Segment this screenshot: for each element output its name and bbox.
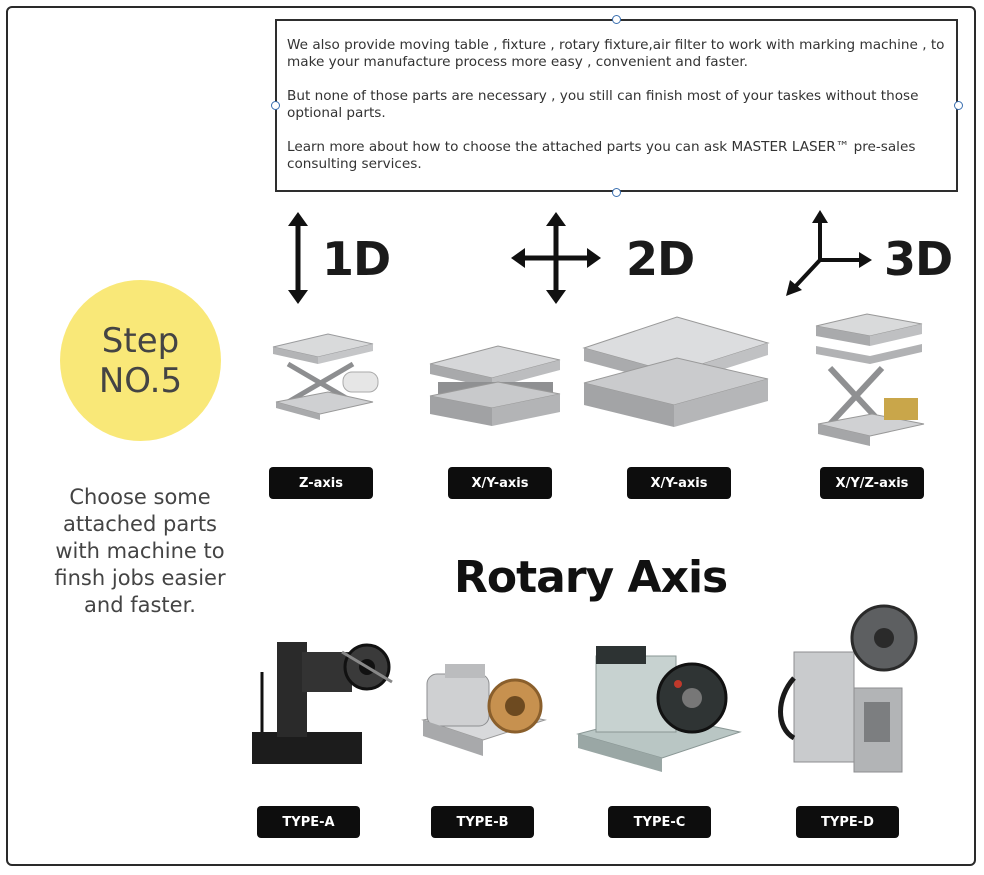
resize-handle-right[interactable]	[954, 101, 963, 110]
dimension-3d: 3D	[884, 232, 953, 286]
xyz-axis-table-image	[812, 312, 927, 450]
dimension-2d: 2D	[626, 232, 695, 286]
rotary-type-b-image	[415, 660, 550, 768]
info-paragraph-1: We also provide moving table , fixture , rotary fixture,air filter to work with marking machine , to make your manufacture process more easy , convenient and faster.	[287, 37, 945, 70]
resize-handle-bottom[interactable]	[612, 188, 621, 197]
resize-handle-left[interactable]	[271, 101, 280, 110]
axis-label-z: Z-axis	[269, 467, 373, 499]
rotary-label-type-b: TYPE-B	[431, 806, 534, 838]
xy-axis-table-large-image	[582, 313, 770, 431]
xy-axis-table-small-image	[428, 342, 563, 432]
axis-label-xy-small: X/Y-axis	[448, 467, 552, 499]
dimension-1d: 1D	[322, 232, 391, 286]
axis-label-xyz: X/Y/Z-axis	[820, 467, 924, 499]
side-description: Choose some attached parts with machine to finsh jobs easier and faster.	[54, 485, 226, 617]
axis-label-xy-large: X/Y-axis	[627, 467, 731, 499]
three-axis-arrow-icon	[784, 210, 874, 298]
step-circle	[60, 280, 221, 441]
rotary-label-type-a: TYPE-A	[257, 806, 360, 838]
rotary-type-a-image	[242, 622, 402, 772]
rotary-type-d-image	[772, 598, 937, 780]
step-label: Step	[101, 320, 180, 361]
z-axis-table-image	[268, 332, 383, 422]
vertical-arrow-icon	[283, 212, 313, 304]
rotary-label-type-d: TYPE-D	[796, 806, 899, 838]
rotary-label-type-c: TYPE-C	[608, 806, 711, 838]
step-number: NO.5	[98, 360, 183, 401]
resize-handle-top[interactable]	[612, 15, 621, 24]
info-textbox[interactable]	[275, 19, 958, 192]
rotary-axis-title: Rotary Axis	[454, 552, 728, 603]
cross-arrow-icon	[511, 212, 601, 304]
info-paragraph-3: Learn more about how to choose the attached parts you can ask MASTER LASER™ pre-sales consulting services.	[287, 139, 916, 172]
rotary-type-c-image	[574, 642, 744, 774]
info-paragraph-2: But none of those parts are necessary , you still can finish most of your taskes without those optional parts.	[287, 88, 919, 121]
